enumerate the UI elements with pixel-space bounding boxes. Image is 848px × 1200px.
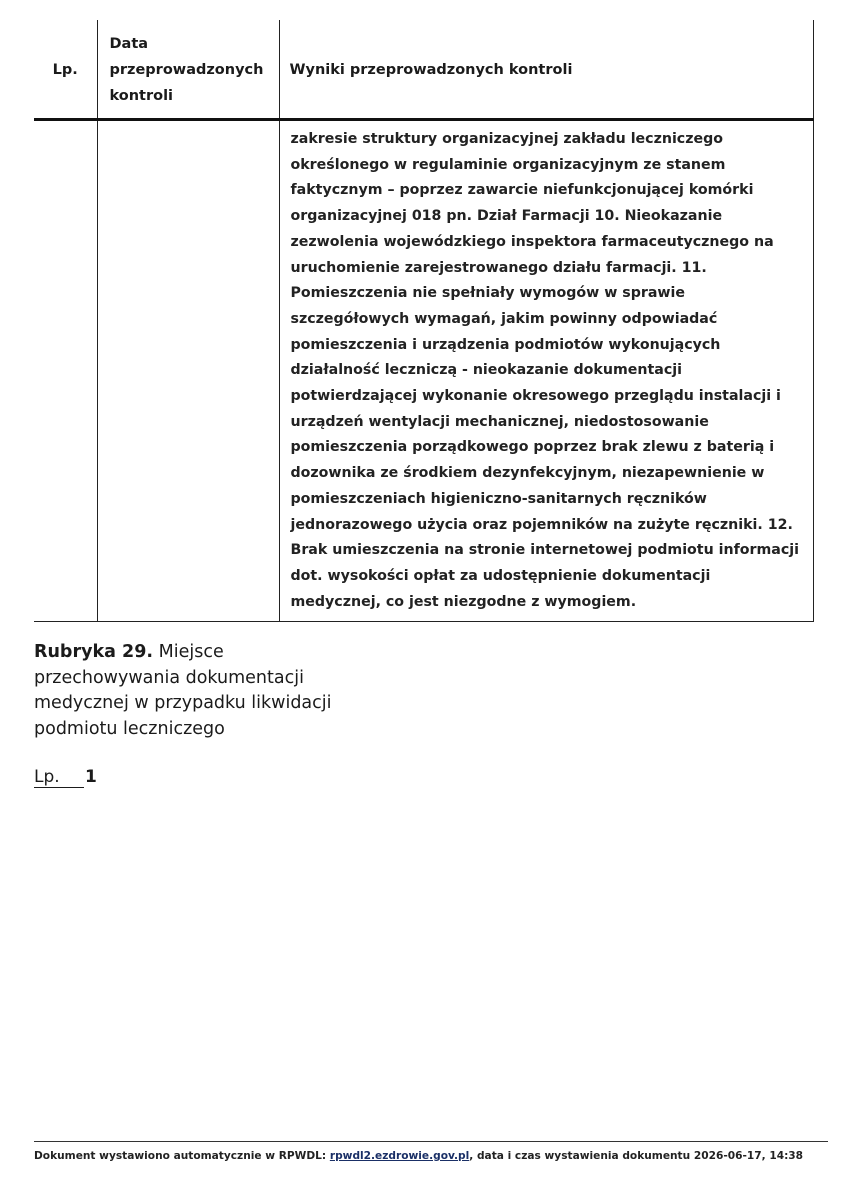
rubryka-title: Miejsce przechowywania dokumentacji medycznej w przypadku likwidacji podmiotu leczniczego [34, 642, 332, 739]
lp-label: Lp. [34, 767, 84, 788]
cell-date [97, 120, 279, 622]
column-header-lp [34, 20, 97, 120]
lp-row [34, 765, 97, 789]
column-header-date [97, 20, 279, 120]
column-header-lp-label: Lp. [52, 62, 78, 78]
footer-divider [34, 1141, 828, 1142]
column-header-results [279, 20, 814, 120]
footer-suffix: , data i czas wystawienia dokumentu 2026-06-17, 14:38 [469, 1150, 804, 1162]
column-header-date-label: Data przeprowadzonych kontroli [109, 36, 264, 104]
lp-value: 1 [85, 767, 97, 787]
footer-prefix: Dokument wystawiono automatycznie w RPWDL: [34, 1150, 327, 1162]
table-row [34, 120, 814, 622]
footer-link[interactable]: rpwdl2.ezdrowie.gov.pl [329, 1150, 470, 1162]
column-header-results-label: Wyniki przeprowadzonych kontroli [289, 62, 573, 78]
inspection-results-table [34, 20, 814, 622]
cell-results [279, 120, 814, 622]
cell-results-text: zakresie struktury organizacyjnej zakładu leczniczego określonego w regulaminie organizacyjnym ze stanem faktycznym – poprzez zawarcie niefunkcjonującej komórki organizacyjnej 018 pn. Dział Farmacji 10. Nieokazanie zezwolenia wojewódzkiego inspektora farmaceutycznego na uruchomienie zarejestrowanego działu farmacji. 11. Pomieszczenia nie spełniały wymogów w sprawie szczegółowych wymagań, jakim powinny odpowiadać pomieszczenia i urządzenia podmiotów wykonujących działalność leczniczą - nieokazanie dokumentacji potwierdzającej wykonanie okresowego przeglądu instalacji i urządzeń wentylacji mechanicznej, niedostosowanie pomieszczenia porządkowego poprzez brak zlewu z baterią i dozownika ze środkiem dezynfekcyjnym, niezapewnienie w pomieszczeniach higieniczno-sanitarnych ręczników jednorazowego użycia oraz pojemników na zużyte ręczniki. 12. Brak umieszczenia na stronie internetowej podmiotu informacji dot. wysokości opłat za udostępnienie dokumentacji medycznej, co jest niezgodne z wymogiem. [290, 131, 799, 610]
footer [34, 1150, 803, 1162]
cell-lp [34, 120, 97, 622]
rubryka-label: Rubryka 29. [34, 642, 154, 662]
table-header-row [34, 20, 814, 120]
rubryka-29-section [34, 640, 354, 742]
